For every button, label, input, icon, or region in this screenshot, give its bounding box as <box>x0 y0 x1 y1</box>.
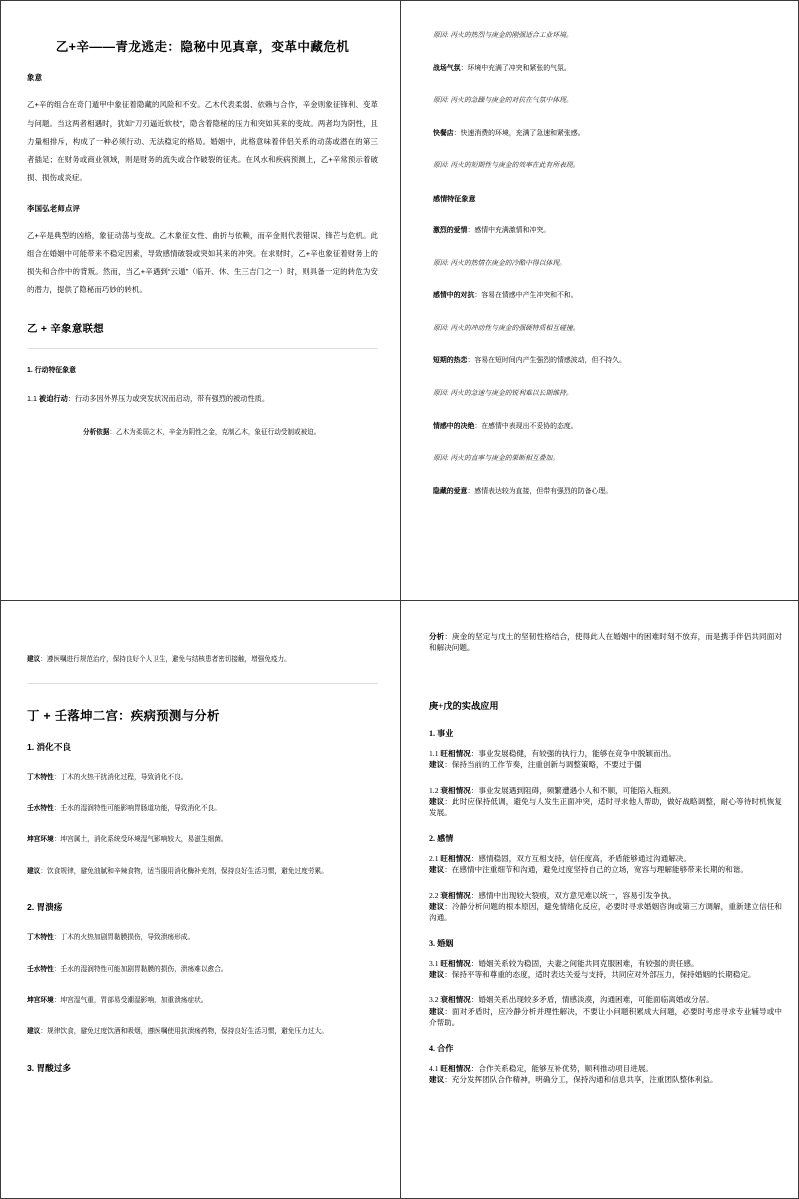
paragraph-teacher-comment: 乙+辛是典型的凶格，象征动荡与变故。乙木象征女性、曲折与依赖，而辛金则代表错误、锋芒与危机。此组合在婚姻中可能带来不稳定因素，导致感情破裂或突如其来的冲突。在求财时，乙+辛也象征着财务上的损失和合作中的背叛。然而，当乙+辛遇到“云遁”（临开、休、生三吉门之一）时，则具备一定的转危为安的潜力，提供了隐秘而巧妙的转机。 <box>27 231 378 295</box>
entry-label: 战场气氛 <box>433 64 461 72</box>
advice-text: ：遵医嘱进行规范治疗，保持良好个人卫生，避免与结核患者密切接触，增强免疫力。 <box>40 656 291 663</box>
state-text: ：感情稳固，双方互相支持，信任度高，矛盾能够通过沟通解决。 <box>470 853 691 863</box>
entry-label: 原因: <box>433 32 449 39</box>
heading-section-2: 2. 胃溃疡 <box>27 902 63 913</box>
state-label: 旺相情况 <box>440 853 471 863</box>
heading-section-3: 3. 胃酸过多 <box>27 1062 71 1073</box>
disease-section-title: 丁 + 壬落坤二宫：疾病预测与分析 <box>27 708 220 723</box>
entry-label: 情感中的决绝 <box>433 422 475 430</box>
trait-line <box>27 772 378 784</box>
key-value-line <box>433 487 778 498</box>
advice-carryover <box>27 655 378 666</box>
entry-label: 感情中的对抗 <box>433 292 475 300</box>
entry-text: 丙火的急速与庚金的锐利难以长期维持。 <box>448 390 573 398</box>
state-label: 衰相情况 <box>440 890 471 900</box>
trait-line <box>27 964 378 976</box>
trait-text: ：壬水的湿润特性可能加剧胃黏膜的损伤，溃疡难以愈合。 <box>53 965 228 973</box>
entry-label: 原因: <box>433 97 449 105</box>
trait-text: ：坤宫湿气重，胃部易受潮湿影响，加重溃疡症状。 <box>53 996 208 1004</box>
trait-line <box>27 803 378 815</box>
reason-line <box>433 96 778 107</box>
practical-block <box>429 748 782 771</box>
disease-sections <box>27 741 378 1039</box>
advice-line <box>429 969 782 980</box>
state-label: 衰相情况 <box>440 785 471 795</box>
state-line <box>429 748 782 759</box>
trait-label: 壬水特性 <box>27 804 54 812</box>
key-value-line <box>433 291 778 302</box>
entry-label: 短期的热恋 <box>433 357 468 365</box>
divider <box>27 348 378 349</box>
section-label-teacher-comment: 李国弘老师点评 <box>27 204 81 214</box>
analysis-paragraph <box>429 631 782 654</box>
state-text: ：事业发展稳健，有较强的执行力，能够在竞争中脱颖而出。 <box>470 748 676 758</box>
practical-block <box>429 958 782 981</box>
state-line <box>429 890 782 901</box>
trait-line <box>27 866 378 878</box>
entry-text: 丙火的热情在庚金的冷酷中得以体现。 <box>448 259 566 267</box>
item-number: 1.1 <box>27 393 37 403</box>
entry-label: 隐藏的爱意 <box>433 487 468 495</box>
practical-block <box>429 890 782 924</box>
practical-application-heading: 庚+戊的实战应用 <box>429 700 499 711</box>
reason-line <box>433 324 778 335</box>
section-label-symbolism: 象意 <box>27 73 43 83</box>
trait-line <box>27 1026 378 1038</box>
analysis-text: ：乙木为柔弱之木，辛金为阴性之金，克制乙木，象征行动受制或被迫。 <box>109 428 321 436</box>
analysis-note <box>83 427 378 438</box>
trait-label: 丁木特性 <box>27 934 54 942</box>
heading-association: 乙 + 辛象意联想 <box>27 323 104 335</box>
page-1-content <box>1 1 400 600</box>
advice-text: ：冷静分析问题的根本原因，避免情绪化反应，必要时寻求婚姻咨询或第三方调解，重新建立信任和沟通。 <box>429 901 783 923</box>
page-3-content <box>1 601 400 1198</box>
entry-label: 原因: <box>433 455 449 463</box>
advice-label: 建议 <box>429 1075 445 1085</box>
advice-line <box>429 901 782 924</box>
group-heading <box>433 194 778 204</box>
advice-label: 建议 <box>429 865 445 875</box>
advice-line <box>429 864 782 875</box>
reason-line <box>433 31 778 42</box>
paragraph-symbolism: 乙+辛的组合在奇门遁甲中象征着隐藏的风险和不安。乙木代表柔弱、依赖与合作，辛金则象征锋利、变革与问题。当这两者相遇时，犹如“刀刃逼近软枝”，隐含着隐秘的压力和突如其来的变故。两者均为阴性，且力量相排斥，构成了一种必须行动、无法稳定的格局。婚姻中，此格意味着伴侣关系的动荡或潜在的第三者插足；在财务或商业领域，则是财务的流失或合作破裂的征兆。在风水和疾病预测上，乙+辛常预示着破损、损伤或炎症。 <box>27 100 378 182</box>
page-4-content <box>401 601 798 1198</box>
advice-text: ：保持当前的工作节奏，注重创新与调整策略，不要过于僵 <box>444 760 642 770</box>
practical-heading-1: 1. 事业 <box>429 728 454 738</box>
entry-text: 丙火的冲动性与庚金的强硬特质相互碰撞。 <box>448 324 580 332</box>
key-value-line <box>433 422 778 433</box>
advice-line <box>429 759 782 770</box>
advice-label: 建议 <box>429 760 445 770</box>
entry-label: 激烈的爱情 <box>433 227 468 234</box>
trait-text: ：饮食规律，避免油腻和辛辣食物，适当服用消化酶补充剂，保持良好生活习惯，避免过度劳累。 <box>40 867 328 875</box>
advice-label: 建议 <box>27 656 41 663</box>
advice-line <box>429 1006 782 1029</box>
trait-line <box>27 834 378 846</box>
entry-text: ：感情中充满激情和冲突。 <box>467 227 551 234</box>
state-line <box>429 853 782 864</box>
analysis-text: ：庚金的坚定与戊土的坚韧性格结合，使得此人在婚姻中的困难时刻不放弃，而是携手伴侣共同面对和解决问题。 <box>429 632 783 653</box>
entry-text: 丙火的急躁与庚金的对抗在气氛中体现。 <box>448 97 573 105</box>
document-page-bottom-left <box>0 600 400 1199</box>
page-2-content <box>401 1 798 600</box>
key-value-line <box>433 356 778 367</box>
advice-text: ：面对矛盾时，应冷静分析并理性解决，不要让小问题积累成大问题，必要时考虑寻求专业辅导或中介帮助。 <box>429 1006 783 1028</box>
advice-text: ：充分发挥团队合作精神，明确分工，保持沟通和信息共享，注重团队整体利益。 <box>444 1075 718 1085</box>
reason-line <box>433 161 778 172</box>
entry-text: ：快速消费的环境，充满了急速和紧张感。 <box>453 129 585 137</box>
entry-text: ：感情表达较为直接，但带有强烈的防备心理。 <box>467 487 613 495</box>
reason-line <box>433 259 778 270</box>
entry-text: ：容易在情感中产生冲突和不和。 <box>474 292 578 300</box>
block-number: 4.1 <box>429 1063 441 1073</box>
key-value-line <box>433 226 778 237</box>
entry-text: ：容易在短时间内产生强烈的情感波动，但不持久。 <box>467 357 626 365</box>
heading-section-1: 1. 消化不良 <box>27 741 71 752</box>
state-text: ：婚姻关系较为稳固，夫妻之间能共同克服困难，有较强的责任感。 <box>470 958 699 968</box>
entry-text: 丙火的直率与庚金的果断相互叠加。 <box>448 455 560 463</box>
advice-label: 建议 <box>429 901 445 911</box>
entry-label: 原因: <box>433 324 449 332</box>
entry-label: 原因: <box>433 390 449 398</box>
entry-text: 丙火的热烈与庚金的刚强适合工业环境。 <box>448 32 573 39</box>
list-item <box>27 393 378 405</box>
practical-heading-3: 3. 婚姻 <box>429 938 454 948</box>
practical-sections <box>429 728 782 1086</box>
reason-line <box>433 389 778 400</box>
block-number: 1.1 <box>429 748 441 758</box>
trait-line <box>27 932 378 944</box>
practical-block <box>429 994 782 1028</box>
trait-label: 建议 <box>27 867 41 875</box>
item-label: 被迫行动 <box>39 393 68 403</box>
entry-text: 丙火的短期性与庚金的效率在此有所表现。 <box>448 162 580 170</box>
entry-label: 原因: <box>433 162 449 170</box>
trait-text: ：坤宫属土，消化系统受环境湿气影响较大，易滋生细菌。 <box>53 836 228 844</box>
state-text: ：感情中出现较大裂痕，双方意见难以统一，容易引发争执。 <box>470 890 676 900</box>
state-label: 旺相情况 <box>440 748 471 758</box>
state-line <box>429 958 782 969</box>
state-line <box>429 1063 782 1074</box>
advice-text: ：此时应保持低调，避免与人发生正面冲突，适时寻求他人帮助，做好战略调整，耐心等待时机恢复发展。 <box>429 796 783 818</box>
trait-text: ：丁木的火热加剧胃黏膜损伤，导致溃疡形成。 <box>53 934 195 942</box>
block-number: 1.2 <box>429 785 441 795</box>
advice-label: 建议 <box>429 970 445 980</box>
entry-label: 原因: <box>433 259 449 267</box>
document-page-top-left <box>0 0 400 600</box>
block-number: 2.1 <box>429 853 441 863</box>
trait-text: ：规律饮食，避免过度饮酒和吸烟，遵医嘱使用抗溃疡药物，保持良好生活习惯，避免压力过大。 <box>40 1028 328 1036</box>
state-text: ：婚姻关系出现较多矛盾，情感淡漠，沟通困难，可能面临离婚或分居。 <box>470 995 714 1005</box>
document-page-top-right <box>400 0 799 600</box>
advice-line <box>429 796 782 819</box>
entry-list <box>433 31 778 498</box>
divider <box>27 683 378 684</box>
state-label: 旺相情况 <box>440 1063 471 1073</box>
trait-text: ：丁木的火热干扰消化过程，导致消化不良。 <box>53 773 188 781</box>
practical-heading-4: 4. 合作 <box>429 1043 454 1053</box>
state-label: 旺相情况 <box>440 958 471 968</box>
entry-text: ：在感情中表现出不妥协的态度。 <box>474 422 578 430</box>
entry-label: 快餐店 <box>433 129 454 137</box>
analysis-label: 分析 <box>429 632 445 641</box>
block-number: 3.2 <box>429 995 441 1005</box>
block-number: 3.1 <box>429 958 441 968</box>
practical-block <box>429 785 782 819</box>
heading-group-1: 1. 行动特征象意 <box>27 366 77 374</box>
trait-label: 丁木特性 <box>27 773 54 781</box>
trait-label: 坤宫环境 <box>27 836 54 844</box>
state-line <box>429 785 782 796</box>
advice-text: ：在感情中注重细节和沟通，避免过度坚持自己的立场，宽容与理解能够带来长期的和谐。 <box>444 865 748 875</box>
state-text: ：合作关系稳定，能够互补优势，顺利推动项目进展。 <box>470 1063 654 1073</box>
reason-line <box>433 454 778 465</box>
block-number: 2.2 <box>429 890 441 900</box>
state-text: ：事业发展遇到阻碍，频繁遭遇小人和不顺，可能陷入瓶颈。 <box>470 785 676 795</box>
entry-label: 感情特征象意 <box>433 195 476 203</box>
trait-label: 壬水特性 <box>27 965 54 973</box>
advice-label: 建议 <box>429 1006 445 1016</box>
trait-label: 坤宫环境 <box>27 996 54 1004</box>
page-title: 乙+辛——青龙逃走：隐秘中见真章，变革中藏危机 <box>55 40 350 54</box>
state-line <box>429 994 782 1005</box>
key-value-line <box>433 64 778 75</box>
practical-block <box>429 853 782 876</box>
advice-label: 建议 <box>429 796 445 806</box>
key-value-line <box>433 129 778 140</box>
item-text: ：行动多因外界压力或突发状况而启动，带有强烈的被动性质。 <box>67 393 270 403</box>
advice-text: ：保持平等和尊重的态度，适时表达关爱与支持，共同应对外部压力，保持婚姻的长期稳定。 <box>444 970 756 980</box>
state-label: 衰相情况 <box>440 995 471 1005</box>
trait-label: 建议 <box>27 1028 41 1036</box>
document-page-bottom-right <box>400 600 799 1199</box>
analysis-label: 分析依据 <box>83 428 110 436</box>
practical-heading-2: 2. 感情 <box>429 833 454 843</box>
practical-block <box>429 1063 782 1086</box>
advice-line <box>429 1074 782 1085</box>
entry-text: ：环境中充满了冲突和紧张的气氛。 <box>460 64 571 72</box>
trait-line <box>27 995 378 1007</box>
trait-text: ：壬水的湿润特性可能影响胃肠道功能，导致消化不良。 <box>53 804 221 812</box>
